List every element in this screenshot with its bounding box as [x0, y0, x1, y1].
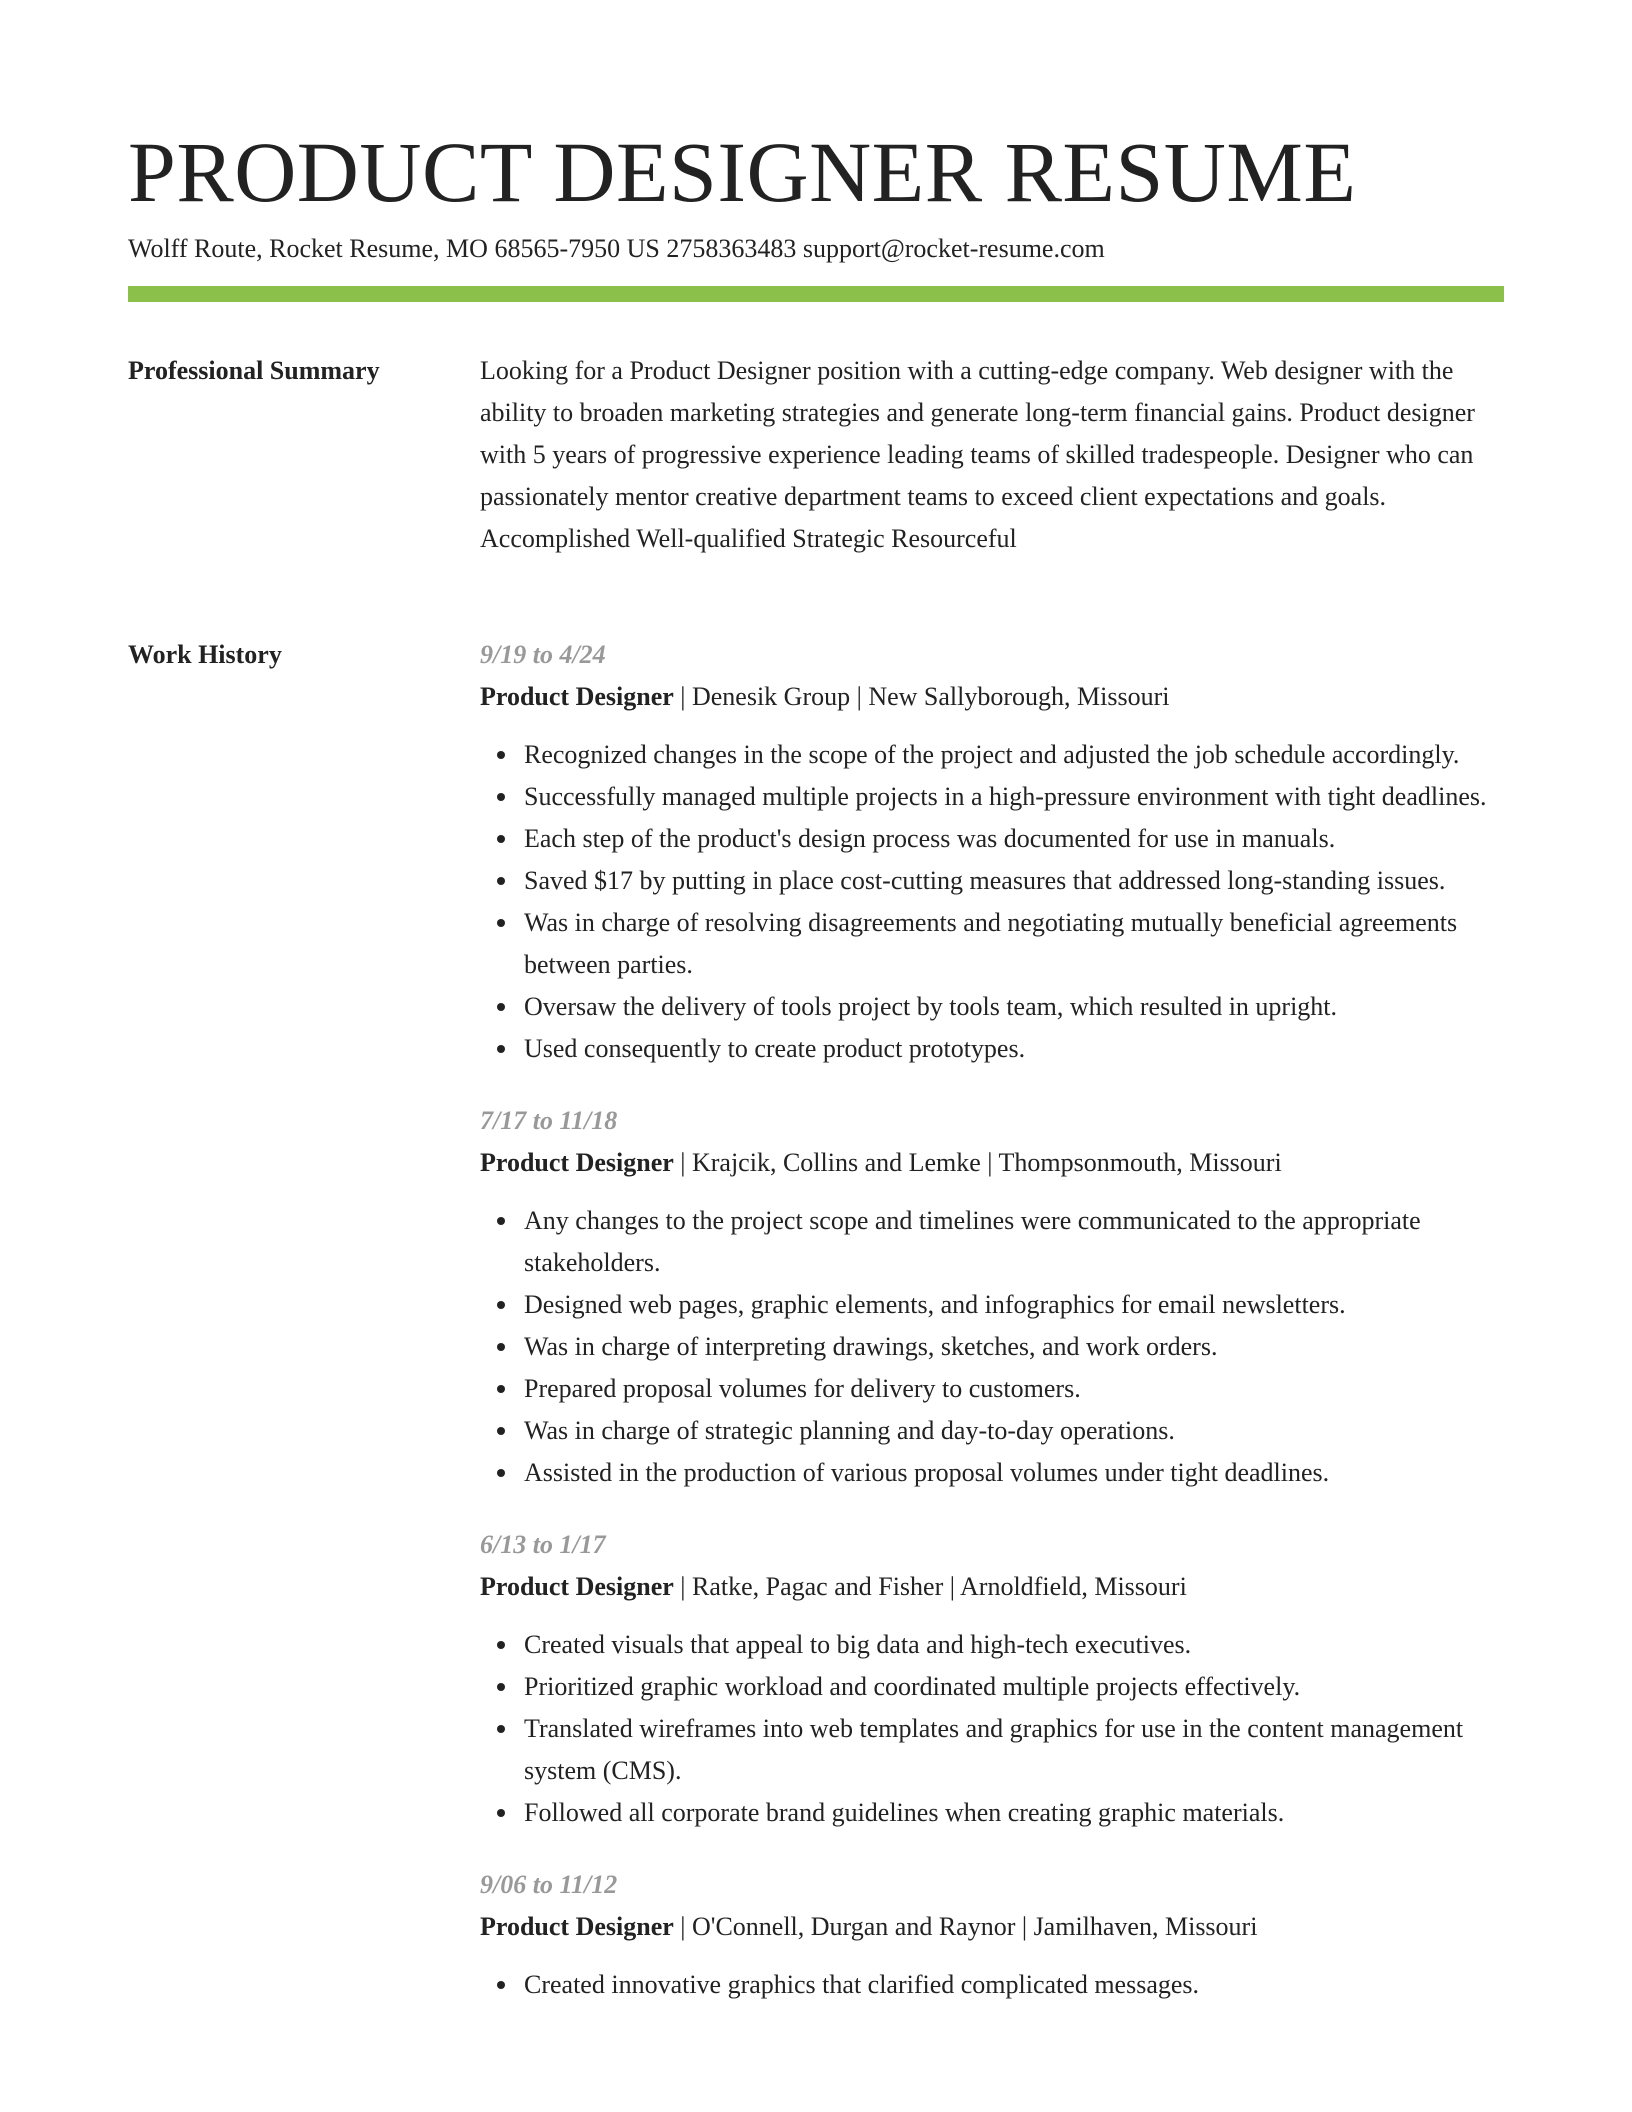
job-title: Product Designer: [480, 1912, 674, 1941]
summary-body: [480, 350, 1504, 560]
job-bullet: Designed web pages, graphic elements, and infographics for email newsletters.: [524, 1284, 1504, 1326]
summary-text: Looking for a Product Designer position with a cutting-edge company. Web designer with the ability to broaden marketing strategies and generate long-term financial gains. Product designer with 5 years of progressive experience leading teams of skilled tradespeople. Designer who can passionately mentor creative department teams to exceed client expectations and goals. Accomplished Well-qualified Strategic Resourceful: [480, 356, 1475, 553]
job-dates: 7/17 to 11/18: [480, 1106, 618, 1135]
job-title: Product Designer: [480, 1148, 674, 1177]
job-dates: 6/13 to 1/17: [480, 1530, 606, 1559]
job-title: Product Designer: [480, 682, 674, 711]
job-bullet: Created visuals that appeal to big data and high-tech executives.: [524, 1624, 1504, 1666]
job-bullet: Oversaw the delivery of tools project by tools team, which resulted in upright.: [524, 986, 1504, 1028]
job-bullet-list: [480, 1964, 1504, 2006]
job-bullet: Was in charge of strategic planning and day-to-day operations.: [524, 1410, 1504, 1452]
job-entry: [480, 1864, 1504, 2006]
job-entry: [480, 634, 1504, 1070]
job-bullet: Any changes to the project scope and timelines were communicated to the appropriate stakeholders.: [524, 1200, 1504, 1284]
job-bullet: Created innovative graphics that clarified complicated messages.: [524, 1964, 1504, 2006]
job-bullet: Recognized changes in the scope of the project and adjusted the job schedule accordingly.: [524, 734, 1504, 776]
job-bullet-list: [480, 1200, 1504, 1494]
job-heading: [480, 1142, 1504, 1184]
job-bullet: Was in charge of resolving disagreements and negotiating mutually beneficial agreements between parties.: [524, 902, 1504, 986]
section-label-professional-summary: Professional Summary: [128, 356, 380, 385]
job-entry: [480, 1524, 1504, 1834]
header-divider: [128, 286, 1504, 302]
job-bullet: Translated wireframes into web templates and graphics for use in the content management system (CMS).: [524, 1708, 1504, 1792]
contact-line: Wolff Route, Rocket Resume, MO 68565-7950 US 2758363483 support@rocket-resume.com: [128, 234, 1105, 263]
job-bullet-list: [480, 734, 1504, 1070]
job-title: Product Designer: [480, 1572, 674, 1601]
resume-title: PRODUCT DESIGNER RESUME: [128, 124, 1357, 220]
job-bullet-list: [480, 1624, 1504, 1834]
section-label-work-history: Work History: [128, 640, 282, 669]
job-dates: 9/19 to 4/24: [480, 640, 606, 669]
job-bullet: Saved $17 by putting in place cost-cutting measures that addressed long-standing issues.: [524, 860, 1504, 902]
job-bullet: Each step of the product's design process was documented for use in manuals.: [524, 818, 1504, 860]
job-bullet: Was in charge of interpreting drawings, sketches, and work orders.: [524, 1326, 1504, 1368]
job-company-location: | Denesik Group | New Sallyborough, Missouri: [673, 682, 1170, 711]
job-heading: [480, 1906, 1504, 1948]
job-entry: [480, 1100, 1504, 1494]
job-company-location: | Ratke, Pagac and Fisher | Arnoldfield, Missouri: [673, 1572, 1187, 1601]
job-company-location: | Krajcik, Collins and Lemke | Thompsonmouth, Missouri: [673, 1148, 1282, 1177]
job-company-location: | O'Connell, Durgan and Raynor | Jamilhaven, Missouri: [673, 1912, 1258, 1941]
job-bullet: Successfully managed multiple projects in a high-pressure environment with tight deadlines.: [524, 776, 1504, 818]
job-bullet: Used consequently to create product prototypes.: [524, 1028, 1504, 1070]
job-dates: 9/06 to 11/12: [480, 1870, 618, 1899]
work-history-body: [480, 634, 1504, 2036]
job-bullet: Prioritized graphic workload and coordinated multiple projects effectively.: [524, 1666, 1504, 1708]
job-bullet: Assisted in the production of various proposal volumes under tight deadlines.: [524, 1452, 1504, 1494]
job-heading: [480, 676, 1504, 718]
job-bullet: Followed all corporate brand guidelines when creating graphic materials.: [524, 1792, 1504, 1834]
job-bullet: Prepared proposal volumes for delivery to customers.: [524, 1368, 1504, 1410]
job-heading: [480, 1566, 1504, 1608]
